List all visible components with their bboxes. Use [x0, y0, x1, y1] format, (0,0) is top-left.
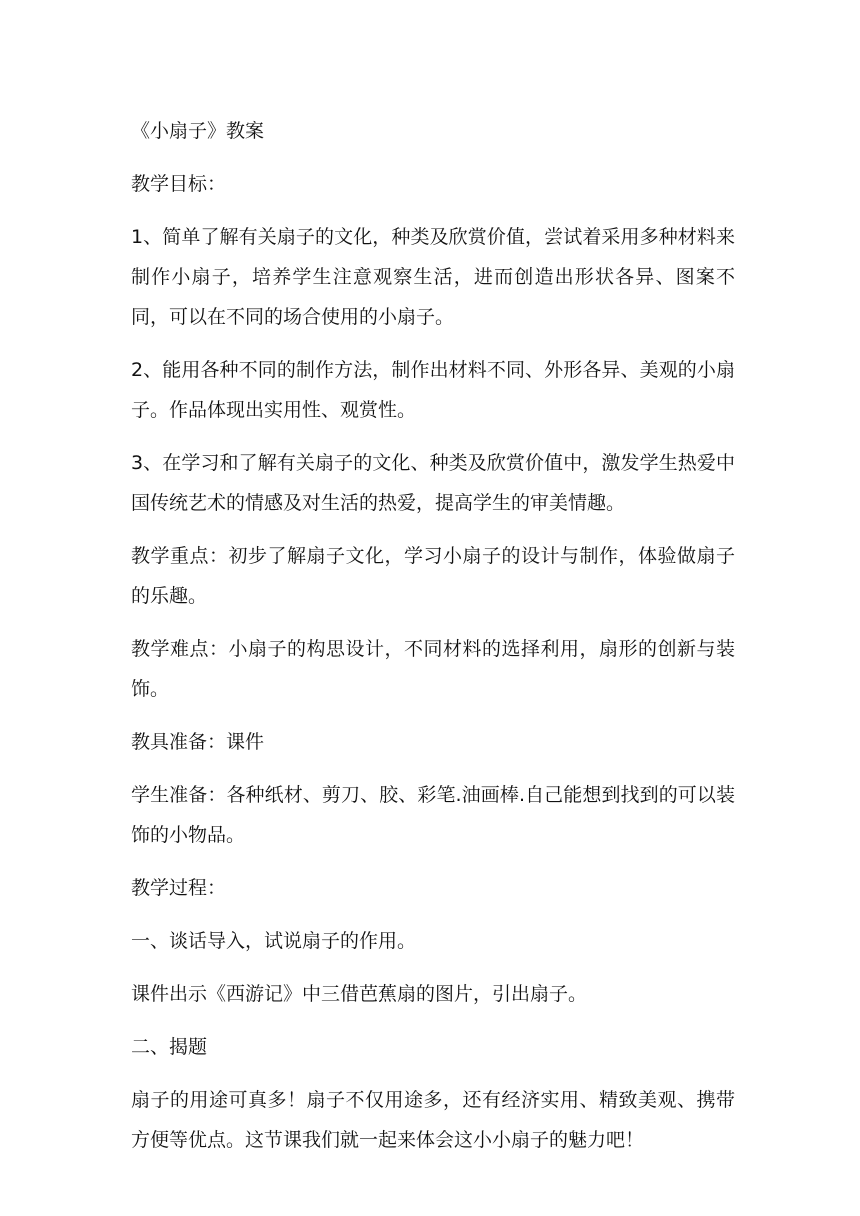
objective-1: 1、简单了解有关扇子的文化，种类及欣赏价值，尝试着采用多种材料来制作小扇子，培养学生注意观察生活，进而创造出形状各异、图案不同，可以在不同的场合使用的小扇子。 — [131, 226, 735, 328]
section-heading-objectives: 教学目标： — [131, 173, 227, 195]
step-2-body: 扇子的用途可真多！扇子不仅用途多，还有经济实用、精致美观、携带方便等优点。这节课我们就一起来体会这小小扇子的魅力吧！ — [131, 1089, 735, 1151]
objective-2: 2、能用各种不同的制作方法，制作出材料不同、外形各异、美观的小扇子。作品体现出实用性、观赏性。 — [131, 359, 735, 421]
step-1-heading: 一、谈话导入，试说扇子的作用。 — [131, 930, 417, 952]
section-heading-process: 教学过程： — [131, 877, 227, 899]
teacher-materials: 教具准备：课件 — [131, 731, 265, 753]
student-materials: 学生准备：各种纸材、剪刀、胶、彩笔.油画棒.自己能想到找到的可以装饰的小物品。 — [131, 784, 735, 846]
step-1-body: 课件出示《西游记》中三借芭蕉扇的图片，引出扇子。 — [131, 983, 588, 1005]
teaching-focus: 教学重点：初步了解扇子文化，学习小扇子的设计与制作，体验做扇子的乐趣。 — [131, 545, 735, 607]
step-2-heading: 二、揭题 — [131, 1036, 208, 1058]
teaching-difficulty: 教学难点：小扇子的构思设计，不同材料的选择利用，扇形的创新与装饰。 — [131, 638, 735, 700]
document-body — [131, 111, 735, 1173]
objective-3: 3、在学习和了解有关扇子的文化、种类及欣赏价值中，激发学生热爱中国传统艺术的情感及对生活的热爱，提高学生的审美情趣。 — [131, 452, 735, 514]
document-title: 《小扇子》教案 — [131, 120, 265, 142]
